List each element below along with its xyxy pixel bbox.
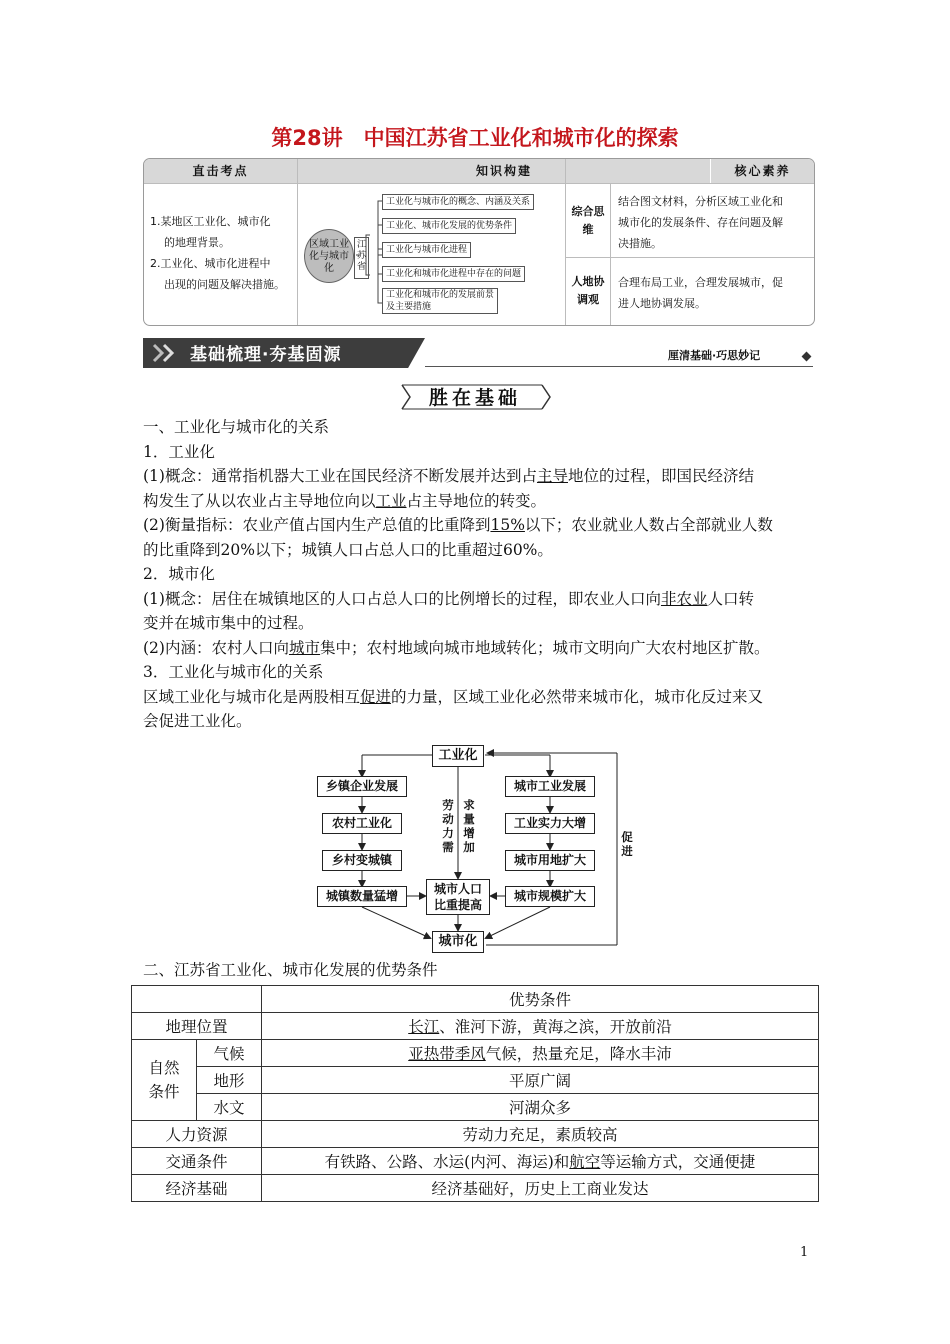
flow-node: 城市用地扩大 bbox=[505, 850, 595, 871]
flow-node-urban-population bbox=[426, 879, 490, 915]
table-header-cell: 优势条件 bbox=[262, 986, 819, 1013]
literacy-name: 人地协调观 bbox=[571, 275, 605, 306]
chevron-icon bbox=[152, 343, 180, 363]
exam-point-line: 的地理背景。 bbox=[164, 236, 230, 249]
section-heading: 一、工业化与城市化的关系 bbox=[143, 418, 330, 436]
blank-answer: 促进 bbox=[360, 687, 392, 706]
knowledge-item: 工业化、城市化发展的优势条件 bbox=[382, 218, 516, 234]
table-row bbox=[132, 1148, 819, 1175]
flow-node-line: 比重提高 bbox=[433, 898, 482, 912]
flow-node: 城市工业发展 bbox=[505, 776, 595, 797]
flow-node: 城镇数量猛增 bbox=[317, 886, 407, 907]
literacy-desc-line: 合理布局工业，合理发展城市，促 bbox=[618, 276, 783, 289]
blank-answer: 亚热带季风 bbox=[408, 1045, 486, 1063]
knowledge-item: 工业化与城市化进程 bbox=[382, 242, 471, 258]
blank-answer: 城市 bbox=[288, 638, 320, 657]
table-row bbox=[132, 1067, 819, 1094]
advantage-table bbox=[131, 985, 819, 1202]
table-row bbox=[132, 1013, 819, 1040]
section-heading: 二、江苏省工业化、城市化发展的优势条件 bbox=[143, 961, 438, 979]
exam-point-line: 1.某地区工业化、城市化 bbox=[150, 215, 271, 228]
flow-label-left: 劳动力需 bbox=[442, 798, 454, 854]
table-cell bbox=[132, 986, 262, 1013]
table-row bbox=[132, 986, 819, 1013]
page-number: 1 bbox=[800, 1245, 809, 1260]
subtitle-frame-icon bbox=[400, 382, 552, 412]
blank-answer: 主导 bbox=[536, 467, 568, 485]
table-cell: 河湖众多 bbox=[262, 1094, 819, 1121]
blank-answer: 15% bbox=[490, 516, 525, 534]
col-knowledge-header: 知识构建 bbox=[298, 159, 710, 183]
table-cell: 劳动力充足，素质较高 bbox=[262, 1121, 819, 1148]
literacy-desc-line: 决措施。 bbox=[618, 237, 662, 250]
subsection-heading: 2．城市化 bbox=[143, 565, 215, 583]
table-cell: 亚热带季风气候，热量充足，降水丰沛 bbox=[262, 1040, 819, 1067]
table-label-cell: 交通条件 bbox=[132, 1148, 262, 1175]
flow-node: 工业实力大增 bbox=[505, 813, 595, 834]
paragraph: 构发生了从以农业占主导地位向以工业占主导地位的转变。 bbox=[143, 491, 547, 510]
blank-answer: 非农业 bbox=[660, 589, 708, 608]
table-label-cell: 人力资源 bbox=[132, 1121, 262, 1148]
literacy-desc bbox=[618, 272, 812, 314]
flow-node-urbanization: 城市化 bbox=[432, 931, 484, 953]
exam-points bbox=[150, 211, 285, 295]
flow-node: 城市规模扩大 bbox=[505, 886, 595, 907]
blank-answer: 航空 bbox=[569, 1153, 601, 1171]
knowledge-center-label: 区域工业化与城市化 bbox=[309, 239, 349, 274]
table-row bbox=[132, 1175, 819, 1202]
table-label-cell: 地理位置 bbox=[132, 1013, 262, 1040]
paragraph: 变并在城市集中的过程。 bbox=[143, 614, 314, 632]
col-exam-points-header: 直击考点 bbox=[144, 159, 297, 183]
subsection-heading: 1．工业化 bbox=[143, 442, 215, 461]
table-cell: 平原广阔 bbox=[262, 1067, 819, 1094]
paragraph: 会促进工业化。 bbox=[143, 712, 252, 730]
flow-node-line: 城市人口 bbox=[433, 882, 482, 896]
flow-node-industrialization: 工业化 bbox=[432, 745, 484, 767]
section-2 bbox=[143, 958, 438, 983]
exam-point-line: 2.工业化、城市化进程中 bbox=[150, 257, 271, 270]
table-row bbox=[132, 1094, 819, 1121]
table-row bbox=[132, 1121, 819, 1148]
paragraph: (2)衡量指标：农业产值占国内生产总值的比重降到15%以下；农业就业人数占全部就业人数 bbox=[143, 516, 773, 534]
col-literacy-header: 核心素养 bbox=[711, 159, 814, 183]
paragraph: 区域工业化与城市化是两股相互促进的力量，区域工业化必然带来城市化，城市化反过来又 bbox=[143, 687, 764, 706]
banner-subtitle: 厘清基础·巧思妙记 bbox=[668, 349, 761, 362]
table-cell: 长江、淮河下游，黄海之滨，开放前沿 bbox=[262, 1013, 819, 1040]
knowledge-item: 工业化与城市化的概念、内涵及关系 bbox=[382, 194, 534, 210]
knowledge-item-line: 工业化和城市化的发展前景 bbox=[386, 290, 495, 300]
table-cell: 有铁路、公路、水运(内河、海运)和航空等运输方式，交通便捷 bbox=[262, 1148, 819, 1175]
flow-node: 乡镇企业发展 bbox=[317, 776, 407, 797]
flow-label-promote: 促进 bbox=[621, 830, 633, 858]
section-1 bbox=[143, 415, 815, 734]
subsection-heading: 3．工业化与城市化的关系 bbox=[143, 663, 324, 681]
diamond-icon bbox=[802, 352, 812, 362]
literacy-desc-line: 进人地协调发展。 bbox=[618, 297, 706, 310]
literacy-desc-line: 城市化的发展条件、存在问题及解 bbox=[618, 216, 783, 229]
table-label-cell: 气候 bbox=[197, 1040, 262, 1067]
page-title: 第28讲 中国江苏省工业化和城市化的探索 bbox=[271, 126, 679, 150]
knowledge-item bbox=[382, 288, 498, 314]
blank-answer: 工业 bbox=[375, 491, 407, 510]
paragraph: (1)概念：居住在城镇地区的人口占总人口的比例增长的过程，即农业人口向非农业人口转 bbox=[143, 589, 754, 608]
knowledge-item: 工业化和城市化进程中存在的问题 bbox=[382, 266, 525, 282]
banner-divider bbox=[425, 366, 813, 367]
table-label-cell: 地形 bbox=[197, 1067, 262, 1094]
table-label-cell: 经济基础 bbox=[132, 1175, 262, 1202]
exam-point-line: 出现的问题及解决措施。 bbox=[164, 278, 285, 291]
table-row bbox=[132, 1040, 819, 1067]
knowledge-branch-label: 江苏省 bbox=[354, 237, 369, 279]
blank-answer: 长江 bbox=[408, 1018, 440, 1036]
knowledge-item-line: 及主要措施 bbox=[386, 302, 432, 312]
paragraph: 的比重降到20%以下；城镇人口占总人口的比重超过60%。 bbox=[143, 540, 553, 559]
table-group-cell: 自然条件 bbox=[132, 1040, 197, 1121]
banner-title: 基础梳理·夯基固源 bbox=[190, 345, 342, 365]
paragraph: (2)内涵：农村人口向城市集中；农村地域向城市地域转化；城市文明向广大农村地区扩散。 bbox=[143, 638, 770, 657]
literacy-desc-line: 结合图文材料，分析区域工业化和 bbox=[618, 195, 783, 208]
flow-node: 乡村变城镇 bbox=[322, 850, 402, 871]
paragraph: (1)概念：通常指机器大工业在国民经济不断发展并达到占主导地位的过程，即国民经济结 bbox=[143, 467, 754, 485]
table-label-cell: 水文 bbox=[197, 1094, 262, 1121]
flow-label-right: 求量增加 bbox=[463, 798, 475, 854]
literacy-desc bbox=[618, 191, 812, 254]
subtitle: 胜在基础 bbox=[428, 387, 521, 409]
literacy-name: 综合思维 bbox=[571, 205, 605, 236]
lesson-overview-table bbox=[143, 158, 815, 326]
flow-node: 农村工业化 bbox=[322, 813, 402, 834]
table-cell: 经济基础好，历史上工商业发达 bbox=[262, 1175, 819, 1202]
